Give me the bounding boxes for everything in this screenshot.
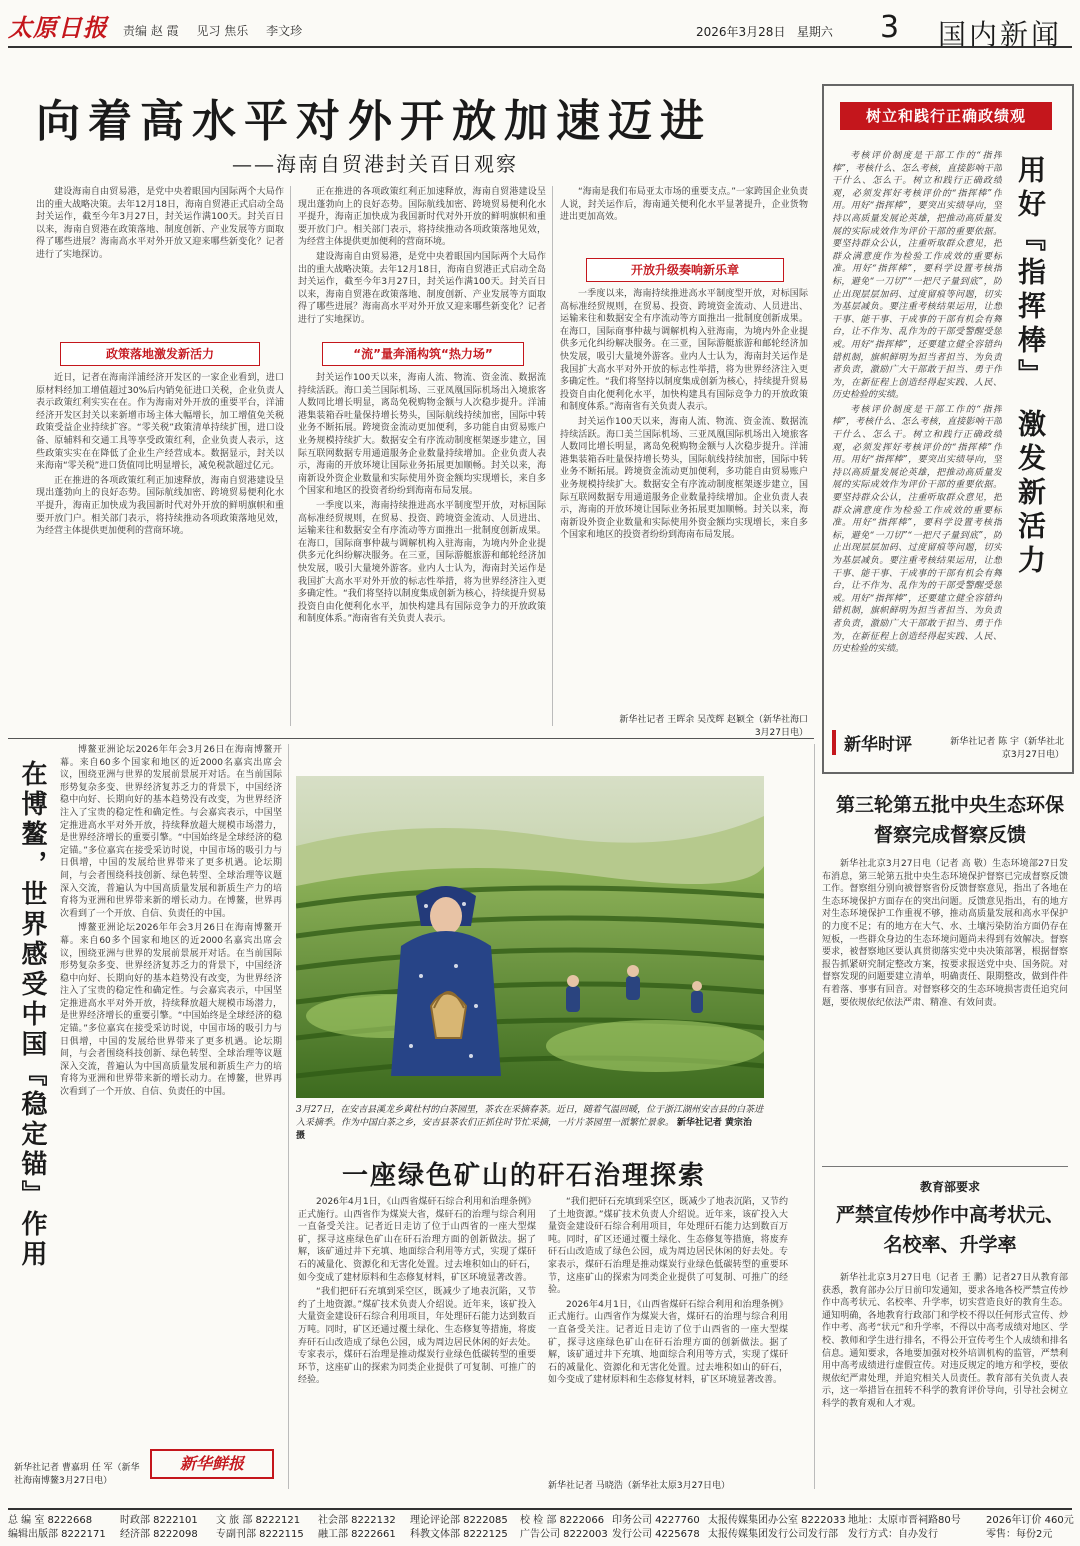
- section-divider: [8, 738, 814, 739]
- lead-col1-bottom: [36, 372, 284, 730]
- footer-col-8: [708, 1514, 846, 1542]
- footer-line: 时政部 8222101: [120, 1515, 198, 1526]
- footer-col-4: [318, 1514, 396, 1542]
- caption-text: 3月27日，在安吉县溪龙乡黄杜村的白茶园里，茶农在采摘春茶。近日，随着气温回暖，位于浙江湖州安吉县的白茶进入采摘季。作为中国白茶之乡，安吉县茶农们正抓住时节忙采摘，一片片茶园里一派繁忙景象。: [296, 1105, 764, 1128]
- mine-body-right: [548, 1196, 788, 1476]
- footer-line: 地址：太原市晋祠路80号: [848, 1515, 961, 1526]
- editor-3: 李文珍: [266, 24, 303, 38]
- sidebar-vertical-headline: 用好『指挥棒』 激发新活力: [1014, 155, 1047, 579]
- mine-paragraph: “我们把矸石充填到采空区，既减少了地表沉陷，又节约了土地资源。”煤矿技术负责人介绍说。近年来，该矿投入大量资金建设矸石综合利用项目，年处理矸石能力达到数百万吨。同时，矿区还通过覆土绿化、生态修复等措施，将废弃矸石山改造成了绿色公园，成为周边居民休闲的好去处。专家表示，煤矸石治理是推动煤炭行业绿色低碳转型的重要环节，这座矿山的探索为同类企业提供了可复制、可推广的经验。: [548, 1197, 788, 1296]
- footer-line: 零售：每份2元: [986, 1529, 1053, 1540]
- footer-col-3: [216, 1514, 304, 1542]
- footer-line: 专副刊部 8222115: [216, 1529, 304, 1540]
- lead-paragraph: 正在推进的各项政策红利正加速释放，海南自贸港建设呈现出蓬勃向上的良好态势。国际航线加密、跨境贸易便利化水平提升，海南正加快成为我国新时代对外开放的鲜明旗帜和重要开放门户。相关部门表示，将持续推动各项政策落地见效，为经营主体提供更加便利的营商环境。: [298, 187, 546, 248]
- footer-col-1: [8, 1514, 106, 1542]
- editor-credits: [123, 22, 316, 39]
- lead-paragraph: 近日，记者在海南洋浦经济开发区的一家企业看到，进口原材料经加工增值超过30%后内销免征进口关税，企业负责人表示政策红利实实在在。作为海南对外开放的重要平台，洋浦经济开发区封关以来新增市场主体大幅增长，加工增值免关税政策受益企业持续扩容。“零关税”政策清单持续扩围，进口设备、原辅料和交通工具等享受政策红利，企业负责人表示，这些政策实实在在降低了企业生产经营成本。数据显示，封关以来海南“零关税”进口货值同比明显增长，减免税款超过亿元。: [36, 373, 284, 472]
- footer-line: 科教文体部 8222125: [410, 1529, 508, 1540]
- masthead: [8, 6, 1072, 51]
- footer-col-2: [120, 1514, 198, 1542]
- sidebar-credit: 新华社记者 陈 宇（新华社北京3月27日电）: [950, 737, 1064, 760]
- tea-garden-image: [296, 776, 764, 1098]
- footer-col-9: [848, 1514, 961, 1542]
- mine-headline: 一座绿色矿山的矸石治理探索: [342, 1161, 707, 1191]
- footer-line: 太报传媒集团办公室 8222033: [708, 1515, 846, 1526]
- education-kicker: 教育部要求: [919, 1180, 980, 1194]
- footer-line: 理论评论部 8222085: [410, 1515, 508, 1526]
- footer-col-5: [410, 1514, 508, 1542]
- footer-line: 总 编 室 8222668: [8, 1515, 93, 1526]
- footer-col-6: [520, 1514, 608, 1542]
- footer-line: 印务公司 4227760: [612, 1515, 700, 1526]
- education-body: [822, 1272, 1068, 1488]
- lead-banner-policy: 政策落地激发新活力: [60, 342, 260, 366]
- lead-col3-bottom: [560, 288, 808, 708]
- column-rule: [552, 186, 553, 726]
- lead-paragraph: 封关运作100天以来，海南人流、物流、资金流、数据流持续活跃。海口美兰国际机场、三亚凤凰国际机场出入境旅客人数同比增长明显，离岛免税购物金额与人次稳步提升。洋浦港集装箱吞吐量保持增长势头，国际航线持续加密，国际中转业务不断拓展。跨境资金流动更加便利，多功能自由贸易账户业务规模持续扩大。数据安全有序流动制度框架逐步建立，国际互联网数据专用通道服务企业数量持续增加。企业负责人表示，海南的开放环境让国际业务拓展更加顺畅。封关以来，海南新设外资企业数量和实际使用外资金额均实现增长，来自多个国家和地区的投资者纷纷到海南布局发展。: [560, 416, 808, 541]
- footer-line: 太报传媒集团发行公司发行部: [708, 1529, 838, 1540]
- footer-line: 发行方式：自办发行: [848, 1529, 938, 1540]
- lead-col3-top: [560, 186, 808, 256]
- xinhua-comment-label: 新华时评: [832, 730, 912, 755]
- lead-paragraph: “海南是我们布局亚太市场的重要支点。”一家跨国企业负责人说，封关运作后，海南通关便利化水平显著提升，企业货物进出更加高效。: [560, 187, 808, 223]
- eco-inspection-body: [822, 858, 1068, 1158]
- left-paragraph: 博鳌亚洲论坛2026年年会3月26日在海南博鳌开幕。来自60多个国家和地区的近2000名嘉宾出席会议，围绕亚洲与世界的发展前景展开对话。在当前国际形势复杂多变、世界经济复苏乏力的背景下，中国经济稳中向好、长期向好的基本趋势没有改变，为世界经济注入了宝贵的稳定性和确定性。与会嘉宾表示，中国坚定推进高水平对外开放，持续释放超大规模市场潜力，是世界经济增长的重要引擎。“中国始终是全球经济的稳定锚。”多位嘉宾在接受采访时说，中国市场的吸引力与日俱增，中国的发展给世界带来了更多机遇。论坛期间，与会者围绕科技创新、绿色转型、全球治理等议题深入交流，普遍认为中国高质量发展和新质生产力的培育将为亚洲和世界带来新的增长动力。在博鳌，世界再次看到了一个开放、自信、负责任的中国。: [60, 745, 282, 919]
- article-divider: [822, 1166, 1068, 1167]
- footer-line: 融工部 8222661: [318, 1529, 396, 1540]
- footer-line: 文 旅 部 8222121: [216, 1515, 301, 1526]
- lead-col2-bottom: [298, 372, 546, 730]
- footer-line: 经济部 8222098: [120, 1529, 198, 1540]
- footer-col-7: [612, 1514, 700, 1542]
- footer-line: 社会部 8222132: [318, 1515, 396, 1526]
- eco-paragraph: 新华社北京3月27日电（记者 高 敬）生态环境部27日发布消息，第三轮第五批中央生态环境保护督察已完成督察反馈工作。督察组分别向被督察省份反馈督察意见，指出了各地在生态环境保护方面存在的突出问题。反馈意见指出，有的地方对生态环境保护工作重视不够，推动高质量发展和高水平保护的力度不足；有的地方在大气、水、土壤污染防治方面仍存在短板，一些群众身边的生态环境问题尚未得到有效解决。督察要求，被督察地区要认真贯彻落实党中央决策部署，根据督察报告抓紧研究制定整改方案，按要求报送党中央、国务院。对督察发现的问题要建立清单，明确责任、限期整改，做到件件有着落、事事有回音。对督察移交的生态环境损害责任追究问题，要依规依纪依法严肃、精准、有效问责。: [822, 859, 1068, 1008]
- left-credit: 新华社记者 曹嘉玥 任 军（新华社海南博鳌3月27日电）: [14, 1463, 140, 1486]
- left-article-body: [60, 744, 282, 1444]
- column-rule: [814, 744, 815, 1489]
- footer-col-10: [986, 1514, 1074, 1542]
- eco-inspection-headline: 第三轮第五批中央生态环保督察完成督察反馈: [835, 794, 1064, 846]
- footer-directory: [8, 1508, 1072, 1546]
- sidebar-paragraph: 考核评价制度是干部工作的“指挥棒”，考核什么、怎么考核，直接影响干部干什么、怎么干。树立和践行正确政绩观，必须发挥好考核评价的“指挥棒”作用。用好“指挥棒”，要突出实绩导向，坚持以高质量发展论英雄，把推动高质量发展的实际成效作为评价干部的重要依据。要坚持群众公认，注重听取群众意见，把群众满意度作为检验工作成效的重要标准。用好“指挥棒”，要科学设置考核指标，避免“一刀切”“一把尺子量到底”，防止出现层层加码、过度留痕等问题，切实为基层减负。要注重考核结果运用，让想干事、能干事、干成事的干部有机会有舞台，让不作为、乱作为的干部受警醒受惩戒。用好“指挥棒”，还要建立健全容错纠错机制，旗帜鲜明为担当者担当、为负责者负责，激励广大干部敢于担当、勇于作为，在新征程上创造经得起实践、人民、历史检验的实绩。: [832, 151, 1002, 401]
- footer-line: 广告公司 8222003: [520, 1529, 608, 1540]
- education-paragraph: 新华社北京3月27日电（记者 王 鹏）记者27日从教育部获悉，教育部办公厅日前印发通知，要求各地各校严禁宣传炒作中高考状元、名校率、升学率，切实营造良好的教育生态。通知明确，各地教育行政部门和学校不得以任何形式宣传、炒作中考、高考“状元”和升学率，不得以中高考成绩对地区、学校、教师和学生进行排名，不得公开宣传考生个人成绩和排名信息。通知要求，各地要加强对校外培训机构的监管，严禁利用中高考成绩进行虚假宣传。对违反规定的地方和学校，要依规依纪严肃处理，并追究相关人员责任。教育部有关负责人表示，这一举措旨在扭转不科学的教育评价导向，引导社会树立科学的教育观和人才观。: [822, 1273, 1068, 1409]
- lead-paragraph: 一季度以来，海南持续推进高水平制度型开放，对标国际高标准经贸规则，在贸易、投资、跨境资金流动、人员进出、运输来往和数据安全有序流动等方面推出一批制度创新成果。在海口，国际商事仲裁与调解机构入驻海南，为境内外企业提供多元化纠纷解决服务。在三亚，国际游艇旅游和邮轮经济加快发展，吸引大量境外游客。业内人士认为，海南封关运作是我国扩大高水平对外开放的标志性举措，将为世界经济注入更多确定性。“我们将坚持以制度集成创新为核心，持续提升贸易投资自由化便利化水平，加快构建具有国际竞争力的开放政策和制度体系。”海南省有关负责人表示。: [298, 500, 546, 625]
- mine-paragraph: “我们把矸石充填到采空区，既减少了地表沉陷，又节约了土地资源。”煤矿技术负责人介绍说。近年来，该矿投入大量资金建设矸石综合利用项目，年处理矸石能力达到数百万吨。同时，矿区还通过覆土绿化、生态修复等措施，将废弃矸石山改造成了绿色公园，成为周边居民休闲的好去处。专家表示，煤矸石治理是推动煤炭行业绿色低碳转型的重要环节，这座矿山的探索为同类企业提供了可复制、可推广的经验。: [298, 1287, 536, 1386]
- sidebar-body: [832, 150, 1002, 720]
- lead-paragraph: 一季度以来，海南持续推进高水平制度型开放，对标国际高标准经贸规则，在贸易、投资、跨境资金流动、人员进出、运输来往和数据安全有序流动等方面推出一批制度创新成果。在海口，国际商事仲裁与调解机构入驻海南，为境内外企业提供多元化纠纷解决服务。在三亚，国际游艇旅游和邮轮经济加快发展，吸引大量境外游客。业内人士认为，海南封关运作是我国扩大高水平对外开放的标志性举措，将为世界经济注入更多确定性。“我们将坚持以制度集成创新为核心，持续提升贸易投资自由化便利化水平，加快构建具有国际竞争力的开放政策和制度体系。”海南省有关负责人表示。: [560, 289, 808, 413]
- section-title: 国内新闻: [938, 18, 1063, 51]
- photo-caption: [296, 1104, 764, 1143]
- footer-line: 编辑出版部 8222171: [8, 1529, 106, 1540]
- lead-banner-flow: “流”量奔涌构筑“热力场”: [322, 342, 524, 366]
- lead-credit: 新华社记者 王晖余 吴茂辉 赵颖全（新华社海口3月27日电）: [619, 715, 808, 738]
- lead-subhead: ——海南自贸港封关百日观察: [232, 152, 518, 176]
- lead-col1-top: [36, 186, 284, 338]
- xinhua-fresh-stamp: 新华鲜报: [150, 1449, 274, 1479]
- left-vertical-headline: 在博鳌，世界感受中国『稳定锚』作用: [17, 760, 47, 1270]
- lead-headline: 向着高水平对外开放加速迈进: [36, 96, 712, 147]
- editor-1: 责编 赵 霞: [123, 24, 179, 38]
- issue-date: [696, 23, 833, 40]
- lead-paragraph: 封关运作100天以来，海南人流、物流、资金流、数据流持续活跃。海口美兰国际机场、三亚凤凰国际机场出入境旅客人数同比增长明显，离岛免税购物金额与人次稳步提升。洋浦港集装箱吞吐量保持增长势头，国际航线持续加密，国际中转业务不断拓展。跨境资金流动更加便利，多功能自由贸易账户业务规模持续扩大。数据安全有序流动制度框架逐步建立，国际互联网数据专用通道服务企业数量持续增加。企业负责人表示，海南的开放环境让国际业务拓展更加顺畅。封关以来，海南新设外资企业数量和实际使用外资金额均实现增长，来自多个国家和地区的投资者纷纷到海南布局发展。: [298, 373, 546, 497]
- sidebar-title: 树立和践行正确政绩观: [840, 102, 1052, 130]
- mine-body-left: [298, 1196, 536, 1492]
- left-paragraph: 博鳌亚洲论坛2026年年会3月26日在海南博鳌开幕。来自60多个国家和地区的近2000名嘉宾出席会议，围绕亚洲与世界的发展前景展开对话。在当前国际形势复杂多变、世界经济复苏乏力的背景下，中国经济稳中向好、长期向好的基本趋势没有改变，为世界经济注入了宝贵的稳定性和确定性。与会嘉宾表示，中国坚定推进高水平对外开放，持续释放超大规模市场潜力，是世界经济增长的重要引擎。“中国始终是全球经济的稳定锚。”多位嘉宾在接受采访时说，中国市场的吸引力与日俱增，中国的发展给世界带来了更多机遇。论坛期间，与会者围绕科技创新、绿色转型、全球治理等议题深入交流，普遍认为中国高质量发展和新质生产力的培育将为亚洲和世界带来新的增长动力。在博鳌，世界再次看到了一个开放、自信、负责任的中国。: [60, 923, 282, 1098]
- footer-line: 发行公司 4225678: [612, 1529, 700, 1540]
- lead-paragraph: 正在推进的各项政策红利正加速释放，海南自贸港建设呈现出蓬勃向上的良好态势。国际航线加密、跨境贸易便利化水平提升，海南正加快成为我国新时代对外开放的鲜明旗帜和重要开放门户。相关部门表示，将持续推动各项政策落地见效，为经营主体提供更加便利的营商环境。: [36, 475, 284, 537]
- education-headline: 严禁宣传炒作中高考状元、名校率、升学率: [835, 1204, 1064, 1256]
- lead-paragraph: 建设海南自由贸易港，是党中央着眼国内国际两个大局作出的重大战略决策。去年12月18日，海南自贸港正式启动全岛封关运作，截至今年3月27日，封关运作满100天。封关百日以来，海南自贸港在政策落地、制度创新、产业发展等方面取得了哪些进展？海南高水平对外开放又迎来哪些新变化？记者进行了实地探访。: [36, 187, 284, 260]
- lead-paragraph: 建设海南自由贸易港，是党中央着眼国内国际两个大局作出的重大战略决策。去年12月18日，海南自贸港正式启动全岛封关运作，截至今年3月27日，封关运作满100天。封关百日以来，海南自贸港在政策落地、制度创新、产业发展等方面取得了哪些进展？海南高水平对外开放又迎来哪些新变化？记者进行了实地探访。: [298, 251, 546, 325]
- column-rule: [290, 186, 291, 726]
- editor-2: 见习 焦乐: [196, 24, 249, 38]
- newspaper-logo: 太原日报: [8, 13, 108, 42]
- sidebar-paragraph: 考核评价制度是干部工作的“指挥棒”，考核什么、怎么考核，直接影响干部干什么、怎么干。树立和践行正确政绩观，必须发挥好考核评价的“指挥棒”作用。用好“指挥棒”，要突出实绩导向，坚持以高质量发展论英雄，把推动高质量发展的实际成效作为评价干部的重要依据。要坚持群众公认，注重听取群众意见，把群众满意度作为检验工作成效的重要标准。用好“指挥棒”，要科学设置考核指标，避免“一刀切”“一把尺子量到底”，防止出现层层加码、过度留痕等问题，切实为基层减负。要注重考核结果运用，让想干事、能干事、干成事的干部有机会有舞台，让不作为、乱作为的干部受警醒受惩戒。用好“指挥棒”，还要建立健全容错纠错机制，旗帜鲜明为担当者担当、为负责者负责，激励广大干部敢于担当、勇于作为，在新征程上创造经得起实践、人民、历史检验的实绩。: [832, 404, 1002, 655]
- footer-line: 校 检 部 8222066: [520, 1515, 605, 1526]
- mine-credit: 新华社记者 马晓浩（新华社太原3月27日电）: [548, 1481, 731, 1491]
- column-rule: [288, 744, 289, 1489]
- mine-paragraph: 2026年4月1日，《山西省煤矸石综合利用和治理条例》正式施行。山西省作为煤炭大省，煤矸石的治理与综合利用一直备受关注。记者近日走访了位于山西省的一座大型煤矿，探寻这座绿色矿山在矸石治理方面的创新做法。据了解，该矿通过井下充填、地面综合利用等方式，实现了煤矸石的减量化、资源化和无害化处置。过去堆积如山的矸石，如今变成了建材原料和生态修复材料，矿区环境显著改善。: [298, 1197, 536, 1283]
- footer-line: 2026年订价 460元: [986, 1515, 1074, 1526]
- tea-garden-photo: [296, 776, 764, 1098]
- lead-banner-upgrade: 开放升级奏响新乐章: [586, 258, 784, 282]
- date-text: 2026年3月28日: [696, 25, 786, 39]
- lead-col2-top: [298, 186, 546, 334]
- page-number: 3: [880, 10, 900, 45]
- photo-credit: 新华社记者 黄宗治 摄: [296, 1118, 753, 1141]
- weekday-text: 星期六: [796, 25, 833, 39]
- mine-paragraph: 2026年4月1日，《山西省煤矸石综合利用和治理条例》正式施行。山西省作为煤炭大省，煤矸石的治理与综合利用一直备受关注。记者近日走访了位于山西省的一座大型煤矿，探寻这座绿色矿山在矸石治理方面的创新做法。据了解，该矿通过井下充填、地面综合利用等方式，实现了煤矸石的减量化、资源化和无害化处置。过去堆积如山的矸石，如今变成了建材原料和生态修复材料，矿区环境显著改善。: [548, 1299, 788, 1386]
